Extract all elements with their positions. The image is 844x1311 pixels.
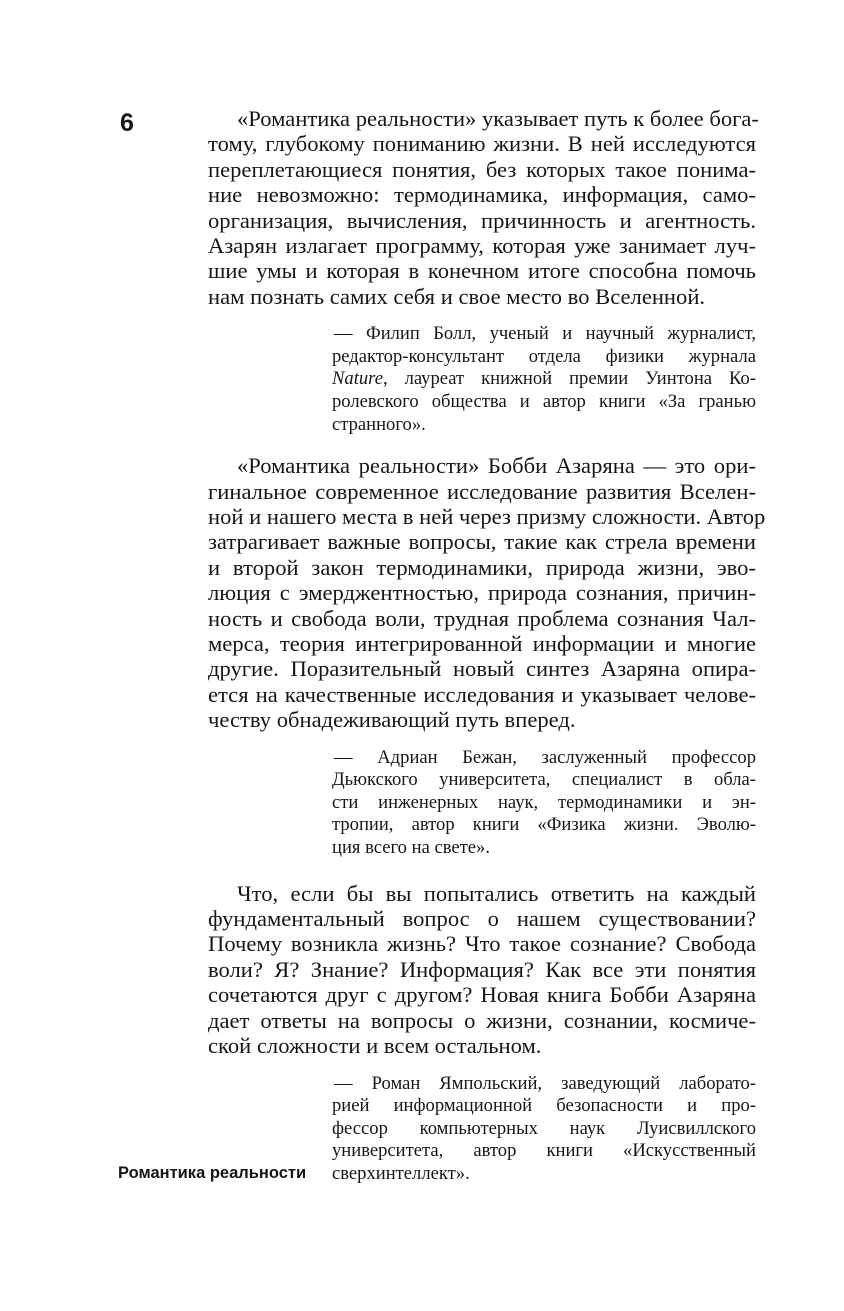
quote-line: люция с эмерджентностью, природа сознания, причин- — [208, 580, 756, 606]
attribution-line: тропии, автор книги «Физика жизни. Эволю- — [332, 814, 756, 836]
quote-line: фундаментальный вопрос о нашем существовании? — [208, 906, 756, 932]
quote-line: ние невозможно: термодинамика, информация, само- — [208, 182, 756, 208]
quote-line: нам познать самих себя и свое место во Вселенной. — [208, 283, 706, 309]
quote-line: ется на качественные исследования и указывает челове- — [208, 681, 756, 707]
blurb-attribution — [332, 1073, 756, 1186]
attribution-line: Дьюкского университета, специалист в обла- — [332, 769, 756, 791]
quote-line: воли? Я? Знание? Информация? Как все эти понятия — [208, 956, 756, 982]
blurb-spacer — [208, 436, 756, 453]
quote-line: затрагивает важные вопросы, такие как стрела времени — [208, 529, 756, 555]
attribution-line: университета, автор книги «Искусственный — [332, 1140, 756, 1162]
attribution-line: — Роман Ямпольский, заведующий лаборато- — [334, 1072, 756, 1094]
attribution-line — [332, 368, 756, 391]
quote-line: гинальное современное исследование развития Вселен- — [208, 478, 756, 504]
blurb-bejan — [208, 453, 766, 859]
attribution-line-rest: , лауреат книжной премии Уинтона Ко- — [382, 368, 756, 390]
quote-line: Азарян излагает программу, которая уже занимает луч- — [208, 233, 756, 259]
quote-line: «Романтика реальности» указывает путь к более бога- — [237, 106, 759, 131]
quote-line: сочетаются друг с другом? Новая книга Бобби Азаряна — [208, 982, 756, 1008]
quote-line: шие умы и которая в конечном итоге способна помочь — [208, 258, 756, 284]
blurb-quote — [208, 881, 756, 1059]
attribution-line: фессор компьютерных наук Луисвиллского — [332, 1117, 756, 1139]
attribution-line: рией информационной безопасности и про- — [332, 1095, 756, 1117]
blurb-spacer — [208, 860, 756, 881]
blurbs-column — [208, 106, 766, 1185]
blurb-quote — [208, 106, 759, 309]
attribution-line: ролевского общества и автор книги «За гранью — [332, 391, 756, 413]
quote-line: честву обнадеживающий путь вперед. — [208, 707, 576, 733]
quote-line: тому, глубокому пониманию жизни. В ней исследуются — [208, 131, 756, 157]
page-number: 6 — [120, 109, 134, 137]
quote-line: и второй закон термодинамики, природа жизни, эво- — [208, 554, 756, 580]
quote-line: другие. Поразительный новый синтез Азаряна опира- — [208, 656, 756, 682]
quote-line: мерса, теория интегрированной информации и многие — [208, 631, 756, 657]
quote-line: переплетающиеся понятия, без которых такое понима- — [208, 156, 756, 182]
attribution-line: ция всего на свете». — [332, 837, 490, 859]
quote-line: ной и нашего места в ней через призму сложности. Автор — [208, 504, 766, 530]
quote-line: Почему возникла жизнь? Что такое сознание? Свобода — [208, 931, 756, 957]
attribution-line: — Филип Болл, ученый и научный журналист, — [334, 323, 756, 345]
quote-line: Что, если бы вы попытались ответить на каждый — [237, 880, 756, 906]
attribution-line: странного». — [332, 413, 426, 435]
quote-line: организация, вычисления, причинность и агентность. — [208, 207, 756, 233]
blurb-quote — [208, 453, 766, 733]
blurb-attribution — [332, 747, 756, 860]
attribution-line: — Адриан Бежан, заслуженный профессор — [334, 746, 756, 768]
quote-line: ской сложности и всем остальном. — [208, 1033, 542, 1059]
attribution-line: сверхинтеллект». — [332, 1162, 470, 1184]
quote-line: дает ответы на вопросы о жизни, сознании, космиче- — [208, 1007, 756, 1033]
attribution-line: редактор-консультант отдела физики журнала — [332, 345, 756, 367]
attribution-line: сти инженерных наук, термодинамики и эн- — [332, 791, 756, 813]
blurb-ball — [208, 106, 759, 436]
blurb-attribution — [332, 323, 756, 436]
quote-line: ность и свобода воли, трудная проблема сознания Чал- — [208, 605, 756, 631]
blurb-yampolskiy — [208, 881, 756, 1186]
quote-line: «Романтика реальности» Бобби Азаряна — это ори- — [237, 453, 756, 479]
running-footer-book-title: Романтика реальности — [118, 1164, 307, 1182]
journal-name: Nature — [332, 368, 383, 390]
